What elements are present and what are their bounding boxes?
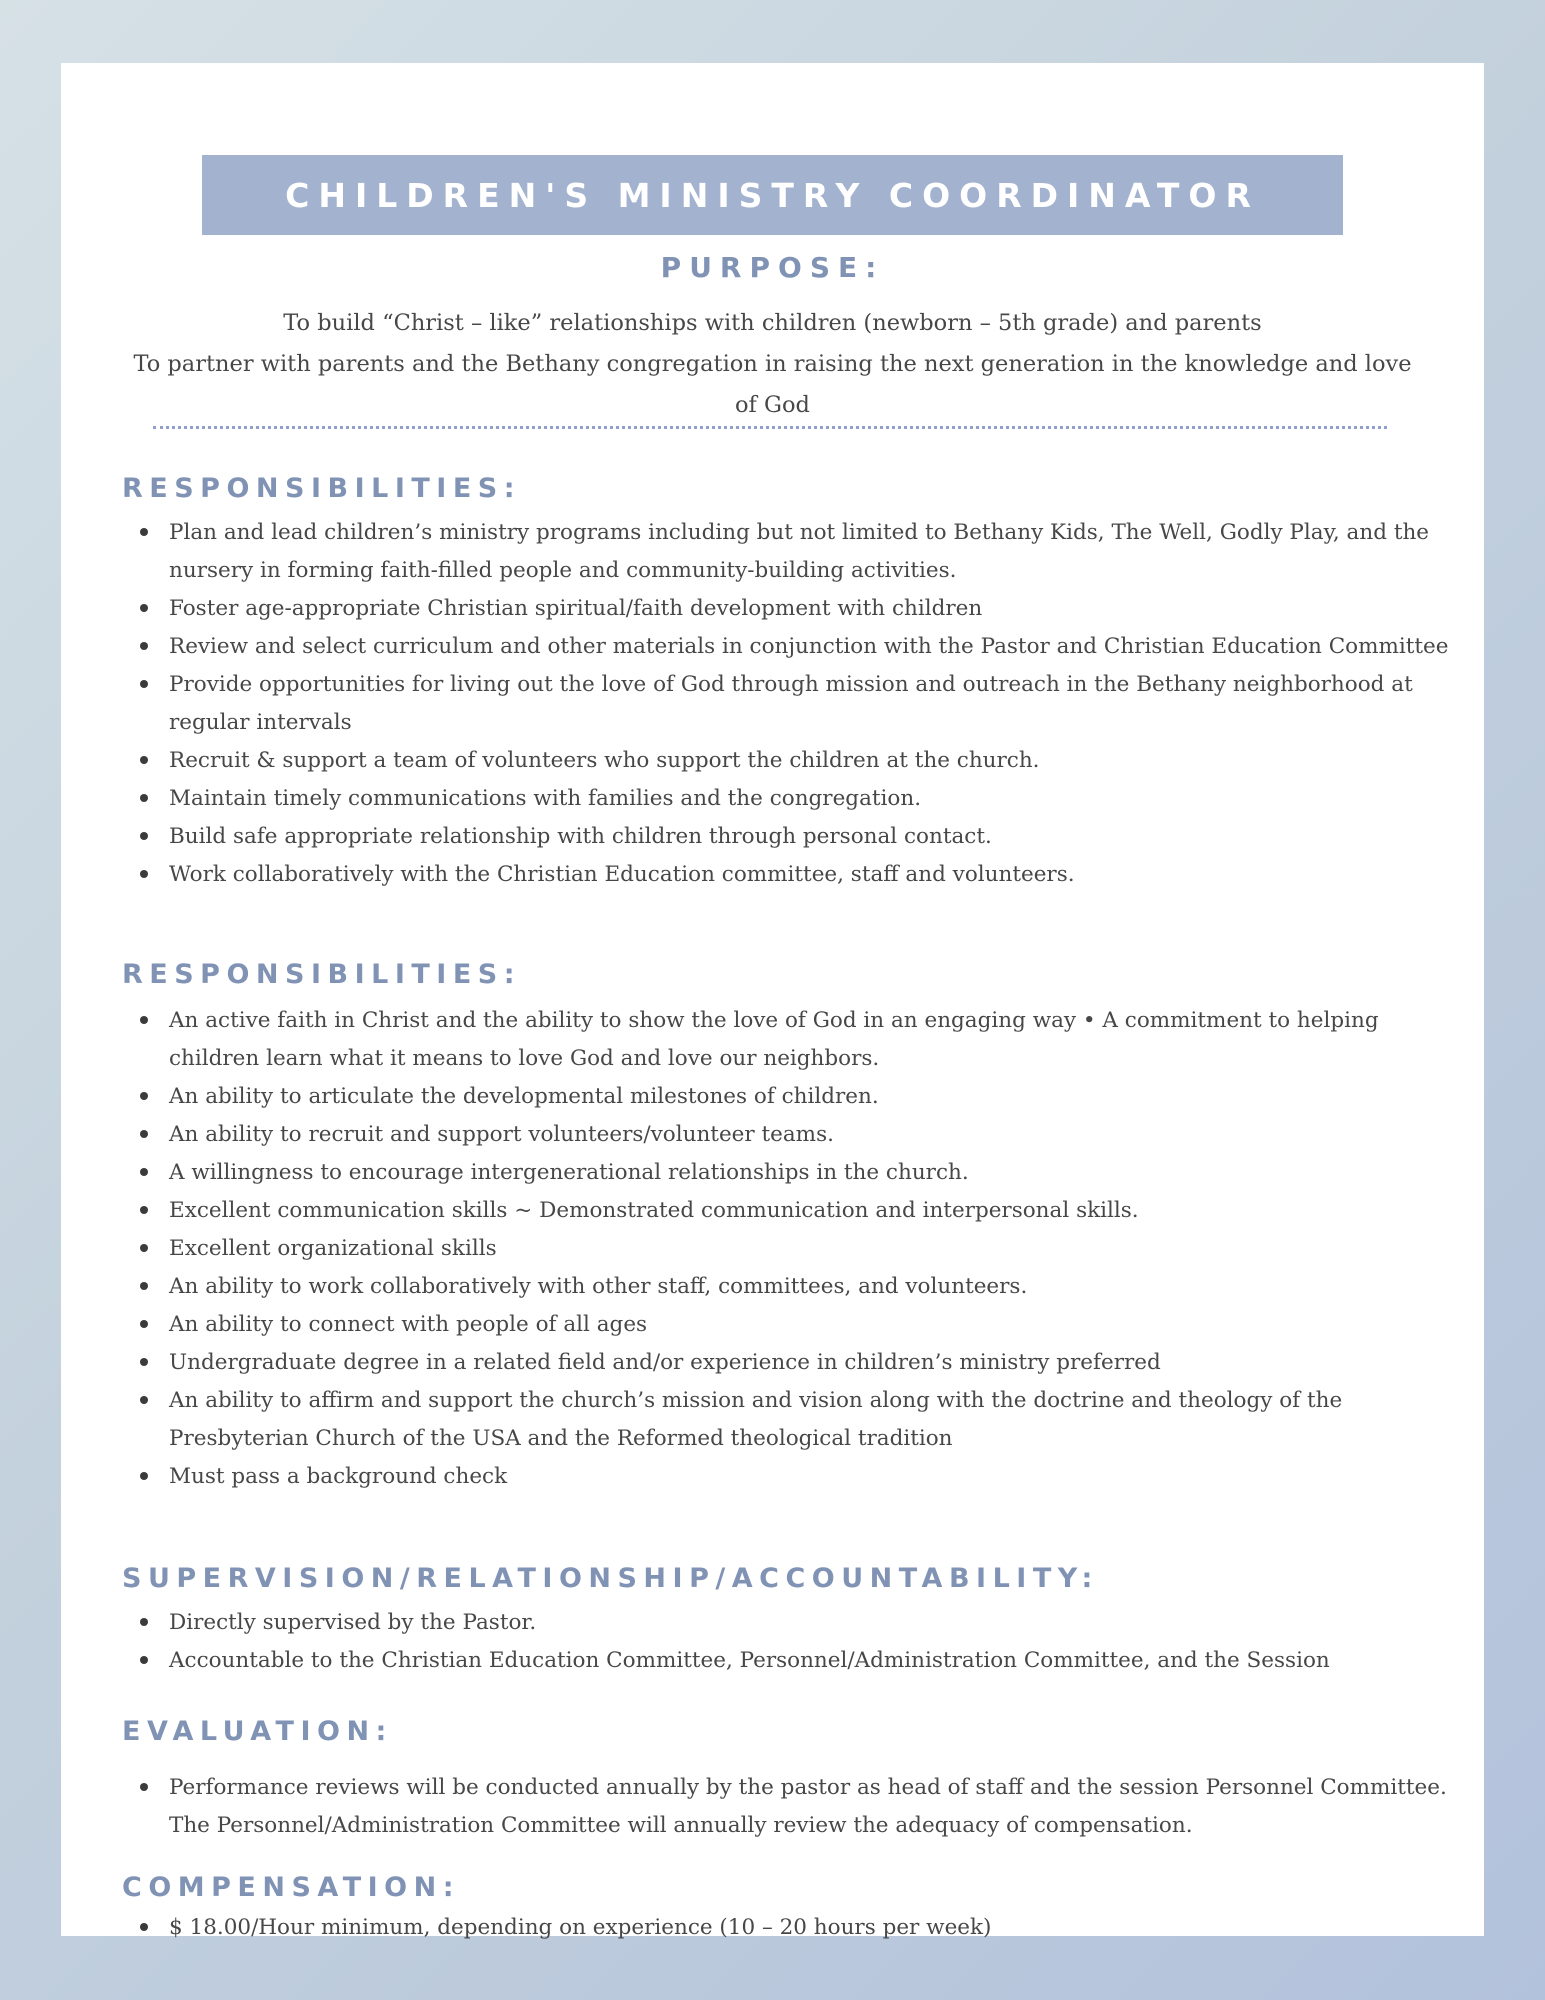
purpose-line-1: To build “Christ – like” relationships with children (newborn – 5th grade) and parents [283, 310, 1262, 336]
list-item: Undergraduate degree in a related field and/or experience in children’s ministry preferred [122, 1344, 1452, 1382]
list-item: Foster age-appropriate Christian spiritual/faith development with children [122, 590, 1452, 628]
list-item: Review and select curriculum and other materials in conjunction with the Pastor and Christian Education Committee [122, 628, 1452, 666]
list-item: Directly supervised by the Pastor. [122, 1604, 1452, 1642]
list-item: $ 18.00/Hour minimum, depending on experience (10 – 20 hours per week) [122, 1909, 1452, 1947]
page-title: CHILDREN'S MINISTRY COORDINATOR [285, 175, 1260, 215]
dotted-divider [153, 426, 1387, 429]
evaluation-section [122, 1713, 1452, 1845]
responsibilities-section [122, 470, 1452, 894]
document-page [61, 63, 1484, 1940]
evaluation-heading: EVALUATION: [122, 1716, 393, 1747]
list-item: Work collaboratively with the Christian Education committee, staff and volunteers. [122, 856, 1452, 894]
purpose-line-2: To partner with parents and the Bethany congregation in raising the next generation in the knowledge and love of God [133, 351, 1412, 418]
supervision-list [122, 1604, 1452, 1680]
responsibilities-heading: RESPONSIBILITIES: [122, 473, 522, 504]
title-banner [202, 155, 1343, 235]
supervision-section [122, 1560, 1452, 1680]
qualifications-list [122, 1002, 1452, 1496]
list-item: An active faith in Christ and the ability to show the love of God in an engaging way • A commitment to helping children learn what it means to love God and love our neighbors. [122, 1002, 1452, 1078]
qualifications-section [122, 956, 1452, 1496]
list-item: An ability to recruit and support volunteers/volunteer teams. [122, 1116, 1452, 1154]
list-item: Provide opportunities for living out the love of God through mission and outreach in the Bethany neighborhood at regular intervals [122, 666, 1452, 742]
list-item: Maintain timely communications with families and the congregation. [122, 780, 1452, 818]
list-item: A willingness to encourage intergenerational relationships in the church. [122, 1154, 1452, 1192]
purpose-heading: PURPOSE: [660, 251, 885, 284]
list-item: An ability to articulate the developmental milestones of children. [122, 1078, 1452, 1116]
list-item: Performance reviews will be conducted annually by the pastor as head of staff and the session Personnel Committee. The Personnel/Administration Committee will annually review the adequacy of compensation. [122, 1769, 1452, 1845]
list-item: An ability to work collaboratively with other staff, committees, and volunteers. [122, 1268, 1452, 1306]
purpose-text [131, 303, 1414, 426]
list-item: Recruit & support a team of volunteers who support the children at the church. [122, 742, 1452, 780]
qualifications-heading: RESPONSIBILITIES: [122, 959, 522, 990]
list-item: Accountable to the Christian Education Committee, Personnel/Administration Committee, and the Session [122, 1642, 1452, 1680]
list-item: Plan and lead children’s ministry programs including but not limited to Bethany Kids, The Well, Godly Play, and the nursery in forming faith-filled people and community-building activities. [122, 514, 1452, 590]
supervision-heading: SUPERVISION/RELATIONSHIP/ACCOUNTABILITY: [122, 1563, 1099, 1594]
compensation-section [122, 1869, 1452, 1947]
list-item: Build safe appropriate relationship with children through personal contact. [122, 818, 1452, 856]
list-item: Excellent communication skills ~ Demonstrated communication and interpersonal skills. [122, 1192, 1452, 1230]
responsibilities-list [122, 514, 1452, 894]
list-item: An ability to affirm and support the church’s mission and vision along with the doctrine and theology of the Presbyterian Church of the USA and the Reformed theological tradition [122, 1382, 1452, 1458]
list-item: An ability to connect with people of all ages [122, 1306, 1452, 1344]
compensation-heading: COMPENSATION: [122, 1872, 461, 1903]
compensation-list [122, 1909, 1452, 1947]
list-item: Excellent organizational skills [122, 1230, 1452, 1268]
evaluation-list [122, 1769, 1452, 1845]
list-item: Must pass a background check [122, 1458, 1452, 1496]
